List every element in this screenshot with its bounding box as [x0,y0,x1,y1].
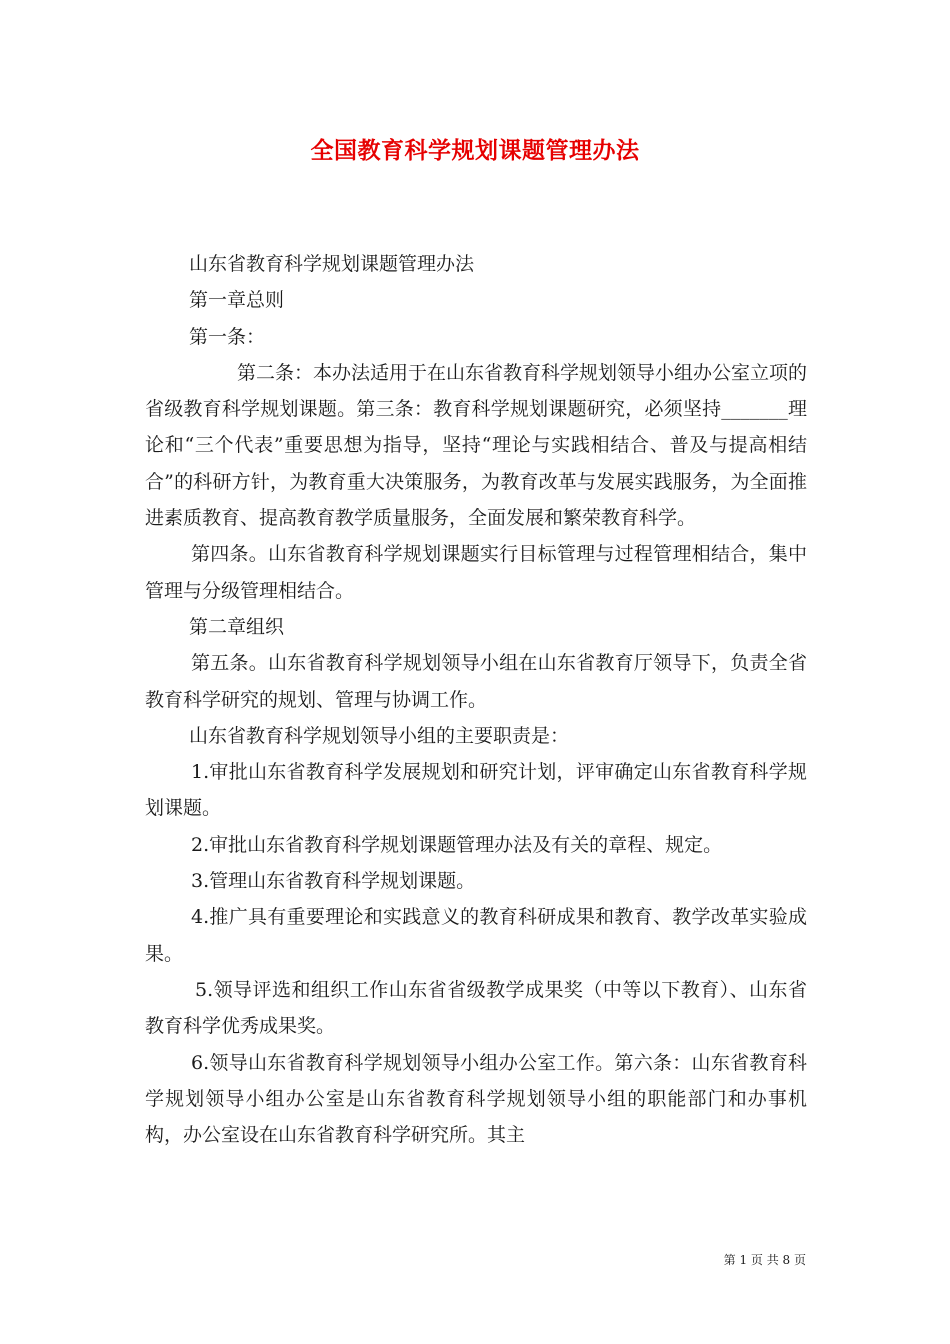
list-item: 4.推广具有重要理论和实践意义的教育科研成果和教育、教学改革实验成果。 [145,906,807,965]
document-title: 全国教育科学规划课题管理办法 [310,137,640,164]
paragraph: 第二条：本办法适用于在山东省教育科学规划领导小组办公室立项的省级教育科学规划课题。第三条：教育科学规划课题研究，必须坚持_______理论和“三个代表”重要思想为指导，坚持“理论与实践相结合、普及与提高相结合”的科研方针，为教育重大决策服务，为教育改革与发展实践服务，为全面推进素质教育、提高教育教学质量服务，全面发展和繁荣教育科学。 [145,361,808,530]
document-body [145,246,807,1153]
list-item: 3.管理山东省教育科学规划课题。 [191,870,476,893]
chapter-heading: 第二章组织 [189,615,285,638]
paragraph: 山东省教育科学规划领导小组的主要职责是： [189,724,570,747]
page-number: 第 1 页 共 8 页 [723,1253,806,1267]
list-item: 5.领导评选和组织工作山东省省级教学成果奖（中等以下教育）、山东省教育科学优秀成果奖。 [145,978,807,1038]
paragraph: 第一条： [189,325,266,348]
list-item: 1.审批山东省教育科学发展规划和研究计划，评审确定山东省教育科学规划课题。 [145,761,807,820]
chapter-heading: 第一章总则 [189,289,285,312]
paragraph: 第四条。山东省教育科学规划课题实行目标管理与过程管理相结合，集中管理与分级管理相结合。 [145,543,807,602]
list-item: 2.审批山东省教育科学规划课题管理办法及有关的章程、规定。 [191,833,723,856]
paragraph: 山东省教育科学规划课题管理办法 [189,253,475,275]
paragraph: 第五条。山东省教育科学规划领导小组在山东省教育厅领导下，负责全省教育科学研究的规划、管理与协调工作。 [145,652,807,711]
list-item: 6.领导山东省教育科学规划领导小组办公室工作。第六条：山东省教育科学规划领导小组办公室是山东省教育科学规划领导小组的职能部门和办事机构，办公室设在山东省教育科学研究所。其主 [145,1051,807,1147]
